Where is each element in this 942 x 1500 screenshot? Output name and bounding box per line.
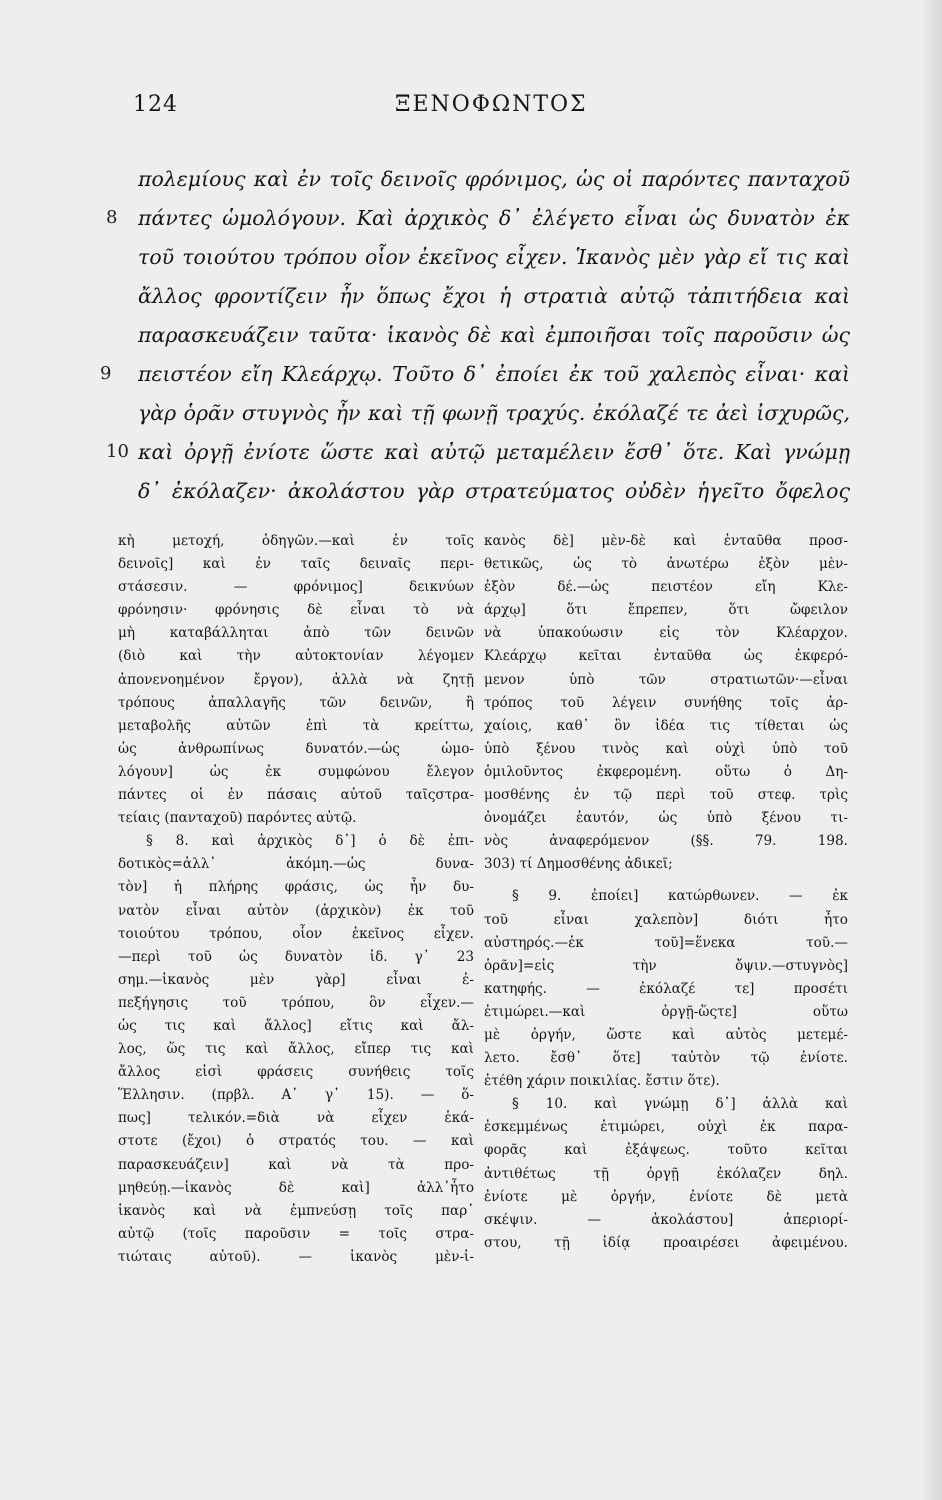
commentary-line: ὑπὸ ξένου τινὸς καὶ οὐχὶ ὑπὸ τοῦ [484, 740, 848, 757]
commentary-line: φρόνησιν· φρόνησις δὲ εἶναι τὸ νὰ [118, 602, 474, 619]
commentary-line: πεξήγησις τοῦ τρόπου, ὃν εἶχεν.— [118, 994, 474, 1011]
commentary-line: στάσεσιν. — φρόνιμος] δεικνύων [118, 579, 474, 596]
commentary-line: δεινοῖς] καὶ ἐν ταῖς δειναῖς περι- [118, 556, 474, 573]
commentary-line: λετο. ἔσθ᾽ ὅτε] ταὐτὸν τῷ ἐνίοτε. [484, 1050, 848, 1067]
commentary-line: ἐξὸν δέ.—ὡς πειστέον εἴη Κλε- [484, 579, 848, 596]
commentary-line: ὁρᾶν]=εἰς τὴν ὄψιν.—στυγνὸς] [484, 957, 848, 974]
main-text-line: γὰρ ὁρᾶν στυγνὸς ἦν καὶ τῇ φωνῇ τραχύς. ἐκόλαζέ τε ἀεὶ ἰσχυρῶς, [138, 401, 850, 425]
commentary-line: τρόπους ἀπαλλαγῆς τῶν δεινῶν, ἢ [118, 694, 474, 711]
commentary-line: νὰ ὑπακούωσιν εἰς τὸν Κλέαρχον. [484, 625, 848, 642]
main-text-line: πάντες ὡμολόγουν. Καὶ ἀρχικὸς δ᾽ ἐλέγετο εἶναι ὡς δυνατὸν ἐκ [138, 206, 850, 230]
commentary-right-column [484, 530, 848, 1255]
commentary-line: νὸς ἀναφερόμενον (§§. 79. 198. [484, 833, 848, 850]
commentary-line: νατὸν εἶναι αὐτὸν (ἀρχικὸν) ἐκ τοῦ [118, 902, 474, 919]
commentary-line: τρόπος τοῦ λέγειν συνήθης τοῖς ἀρ- [484, 694, 848, 711]
running-title: ΞΕΝΟΦΩΝΤΟΣ [395, 92, 588, 117]
commentary-line: —περὶ τοῦ ὡς δυνατὸν ἰδ. γ᾽ 23 [118, 948, 474, 965]
commentary-line: τιώταις αὐτοῦ). — ἱκανὸς μὲν-ἱ- [118, 1248, 474, 1265]
commentary-line: (διὸ καὶ τὴν αὐτοκτονίαν λέγομεν [118, 648, 474, 665]
commentary-line: κατηφής. — ἐκόλαζέ τε] προσέτι [484, 980, 848, 997]
running-head [0, 92, 942, 132]
commentary-line: ὁμιλοῦντος ἐκφερομένη. οὕτω ὁ Δη- [484, 763, 848, 780]
page-number: 124 [133, 92, 178, 117]
commentary-line: πάντες οἱ ἐν πάσαις αὐτοῦ ταῖςστρα- [118, 787, 474, 804]
commentary-line: λος, ὥς τις καὶ ἄλλος, εἴπερ τις καὶ [118, 1041, 474, 1058]
commentary-line: αὐτῷ (τοῖς παροῦσιν = τοῖς στρα- [118, 1225, 474, 1242]
commentary-line: άρχῳ] ὅτι ἔπρεπεν, ὅτι ὤφειλον [484, 602, 848, 619]
section-number-8: 8 [106, 207, 118, 228]
page-edge-shadow [920, 0, 942, 1500]
commentary-line: στοτε (ἔχοι) ὁ στρατός του. — καὶ [118, 1133, 474, 1150]
commentary-line: μὴ καταβάλληται ἀπὸ τῶν δεινῶν [118, 625, 474, 642]
commentary-left-column [118, 530, 474, 1269]
commentary-line: ὡς τις καὶ ἄλλος] εἴτις καὶ ἄλ- [118, 1017, 474, 1034]
commentary-line: ὡς ἀνθρωπίνως δυνατόν.—ὡς ὡμο- [118, 740, 474, 757]
commentary-line: τείαις (πανταχοῦ) παρόντες αὐτῷ. [118, 810, 357, 827]
commentary-line: ἀντιθέτως τῇ ὀργῇ ἐκόλαζεν δηλ. [484, 1165, 848, 1182]
commentary-line: μενον ὑπὸ τῶν στρατιωτῶν·—εἶναι [484, 671, 848, 688]
main-text-line: παρασκευάζειν ταῦτα· ἱκανὸς δὲ καὶ ἐμποιῆσαι τοῖς παροῦσιν ὡς [138, 323, 850, 347]
commentary-line: σκέψιν. — ἀκολάστου] ἀπεριορί- [484, 1211, 848, 1228]
commentary-line: πως] τελικόν.=διὰ νὰ εἶχεν ἑκά- [118, 1110, 474, 1127]
commentary-line: ἐνίοτε μὲ ὀργήν, ἐνίοτε δὲ μετὰ [484, 1188, 848, 1205]
main-text-line: πειστέον εἴη Κλεάρχῳ. Τοῦτο δ᾽ ἐποίει ἐκ τοῦ χαλεπὸς εἶναι· καὶ [138, 362, 850, 386]
commentary-line: μηθεύῃ.—ἱκανὸς δὲ καὶ] ἀλλ᾽ἦτο [118, 1179, 474, 1196]
commentary-line: αὐστηρός.—ἐκ τοῦ]=ἕνεκα τοῦ.— [484, 934, 848, 951]
commentary-line: Κλεάρχῳ κεῖται ἐνταῦθα ὡς ἐκφερό- [484, 648, 848, 665]
commentary-line: σημ.—ἱκανὸς μὲν γὰρ] εἶναι ἐ- [118, 971, 474, 988]
main-greek-text [100, 160, 850, 511]
commentary-line: τοιούτου τρόπου, οἷον ἐκεῖνος εἶχεν. [118, 925, 474, 942]
commentary-line: § 8. καὶ ἀρχικὸς δ᾽] ὁ δὲ ἐπι- [146, 833, 474, 850]
main-text-line: ἄλλος φροντίζειν ἦν ὅπως ἔχοι ἡ στρατιὰ αὐτῷ τἀπιτήδεια καὶ [138, 284, 850, 308]
section-number-9: 9 [100, 363, 112, 384]
commentary-line: ἱκανὸς καὶ νὰ ἐμπνεύσῃ τοῖς παρ᾽ [118, 1202, 474, 1219]
commentary-line: στου, τῇ ἰδίᾳ προαιρέσει ἀφειμένου. [484, 1234, 848, 1251]
commentary-line: τοῦ εἶναι χαλεπὸν] διότι ἦτο [484, 911, 848, 928]
main-text-line: καὶ ὀργῇ ἐνίοτε ὥστε καὶ αὐτῷ μεταμέλειν ἔσθ᾽ ὅτε. Καὶ γνώμῃ [138, 440, 850, 464]
commentary-line: ἐτέθη χάριν ποικιλίας. ἔστιν ὅτε). [484, 1073, 720, 1090]
commentary-line: δοτικὸς=ἀλλ᾽ ἀκόμη.—ὡς δυνα- [118, 856, 474, 873]
commentary-line: Ἕλλησιν. (πρβλ. Α᾽ γ᾽ 15). — ὅ- [118, 1087, 474, 1104]
commentary-line: κανὸς δὲ] μὲν-δὲ καὶ ἐνταῦθα προσ- [484, 533, 848, 549]
commentary-line: παρασκευάζειν] καὶ νὰ τὰ προ- [118, 1156, 474, 1173]
commentary-line: μοσθένης ἐν τῷ περὶ τοῦ στεφ. τρὶς [484, 787, 848, 804]
commentary-line: κὴ μετοχή, ὁδηγῶν.—καὶ ἐν τοῖς [118, 533, 474, 549]
commentary-line: ὀνομάζει ἑαυτόν, ὡς ὑπὸ ξένου τι- [484, 810, 848, 827]
commentary-line: τὸν] ἡ πλήρης φράσις, ὡς ἦν δυ- [118, 879, 474, 896]
main-text-line: πολεμίους καὶ ἐν τοῖς δεινοῖς φρόνιμος, ὡς οἱ παρόντες πανταχοῦ [138, 167, 850, 191]
commentary-line: μεταβολῆς αὐτῶν ἐπὶ τὰ κρείττω, [118, 717, 474, 734]
commentary-line: λόγουν] ὡς ἐκ συμφώνου ἔλεγον [118, 763, 474, 780]
commentary-line: ἐσκεμμένως ἐτιμώρει, οὐχὶ ἐκ παρα- [484, 1119, 848, 1136]
commentary-line: § 9. ἐποίει] κατώρθωνεν. — ἐκ [512, 888, 848, 905]
commentary-line: μὲ ὀργήν, ὥστε καὶ αὐτὸς μετεμέ- [484, 1026, 848, 1043]
commentary-line: χαίοις, καθ᾽ ὃν ἰδέα τις τίθεται ὡς [484, 717, 848, 734]
commentary-line: 303) τί Δημοσθένης ἀδικεῖ; [484, 856, 673, 873]
section-number-10: 10 [106, 441, 129, 462]
commentary-line: θετικῶς, ὡς τὸ ἀνωτέρω ἐξὸν μὲν- [484, 556, 848, 573]
commentary-line: ἄλλος εἰσὶ φράσεις συνήθεις τοῖς [118, 1064, 474, 1081]
commentary-line: § 10. καὶ γνώμῃ δ᾽] ἀλλὰ καὶ [512, 1096, 848, 1113]
commentary-line: ἀπονενοημένον ἔργον), ἀλλὰ νὰ ζητῇ [118, 671, 474, 688]
commentary-line: ἐτιμώρει.—καὶ ὀργῇ-ὥςτε] οὕτω [484, 1003, 848, 1020]
main-text-line: δ᾽ ἐκόλαζεν· ἀκολάστου γὰρ στρατεύματος οὐδὲν ἡγεῖτο ὄφελος [138, 479, 850, 503]
commentary-line: φορᾶς καὶ ἐξάψεως. τοῦτο κεῖται [484, 1142, 848, 1159]
main-text-line: τοῦ τοιούτου τρόπου οἷον ἐκεῖνος εἶχεν. Ἱκανὸς μὲν γὰρ εἴ τις καὶ [138, 245, 850, 269]
